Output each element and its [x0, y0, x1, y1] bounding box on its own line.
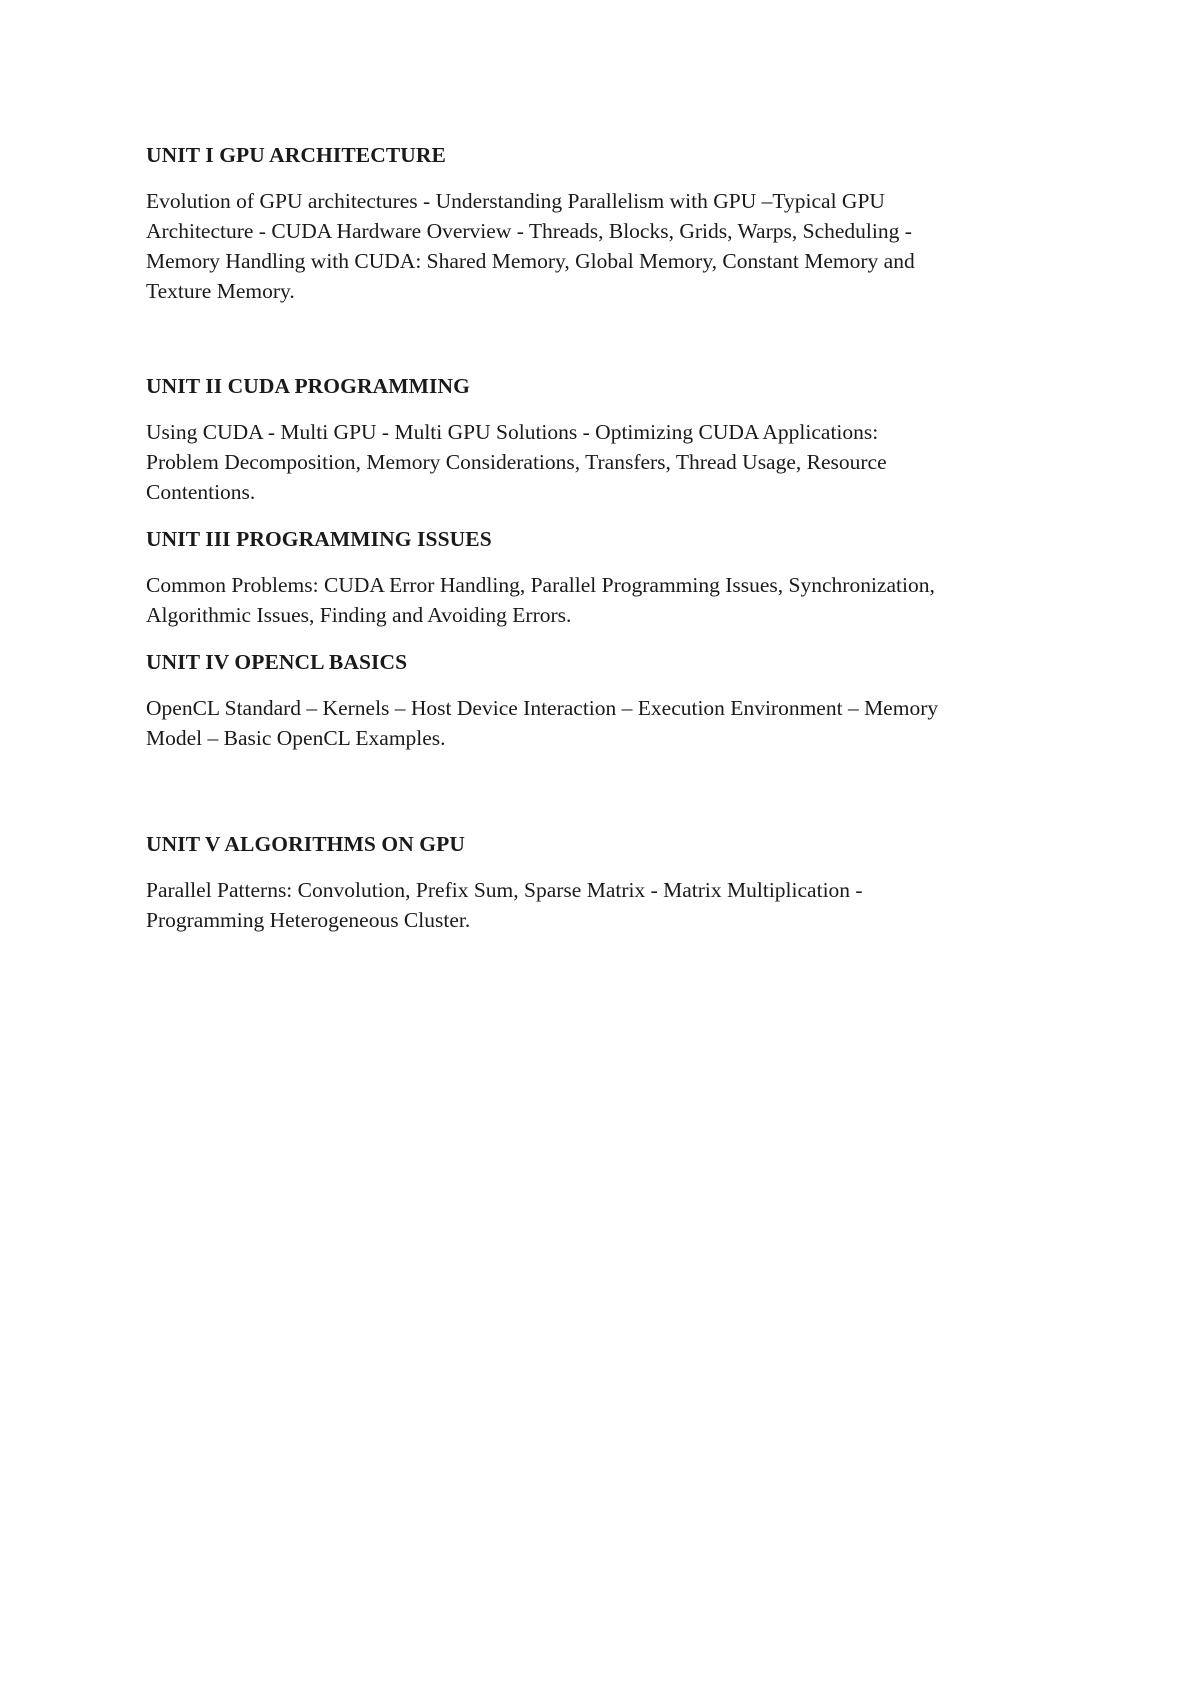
unit-5-section [146, 829, 863, 935]
unit-2-body [146, 417, 887, 507]
unit-1-line: Evolution of GPU architectures - Understanding Parallelism with GPU –Typical GPU [146, 189, 885, 213]
unit-3-body [146, 570, 935, 630]
unit-3-heading: UNIT III PROGRAMMING ISSUES [146, 527, 492, 551]
unit-3-line: Algorithmic Issues, Finding and Avoiding Errors. [146, 603, 572, 627]
unit-5-line: Parallel Patterns: Convolution, Prefix Sum, Sparse Matrix - Matrix Multiplication - [146, 878, 863, 902]
unit-1-line: Memory Handling with CUDA: Shared Memory, Global Memory, Constant Memory and [146, 249, 915, 273]
unit-2-line: Contentions. [146, 480, 256, 504]
unit-4-heading: UNIT IV OPENCL BASICS [146, 650, 408, 674]
unit-1-line: Texture Memory. [146, 279, 295, 303]
unit-2-heading: UNIT II CUDA PROGRAMMING [146, 374, 470, 398]
unit-4-body [146, 693, 938, 753]
unit-1-heading: UNIT I GPU ARCHITECTURE [146, 143, 446, 167]
unit-1-line: Architecture - CUDA Hardware Overview - Threads, Blocks, Grids, Warps, Scheduling - [146, 219, 912, 243]
unit-2-section [146, 371, 887, 507]
unit-1-section [146, 140, 915, 306]
unit-4-section [146, 647, 938, 753]
unit-4-line: OpenCL Standard – Kernels – Host Device Interaction – Execution Environment – Memory [146, 696, 939, 720]
unit-2-line: Using CUDA - Multi GPU - Multi GPU Solutions - Optimizing CUDA Applications: [146, 420, 879, 444]
unit-5-body [146, 875, 863, 935]
unit-4-line: Model – Basic OpenCL Examples. [146, 726, 446, 750]
unit-5-line: Programming Heterogeneous Cluster. [146, 908, 471, 932]
unit-2-line: Problem Decomposition, Memory Considerations, Transfers, Thread Usage, Resource [146, 450, 887, 474]
unit-5-heading: UNIT V ALGORITHMS ON GPU [146, 832, 465, 856]
unit-3-line: Common Problems: CUDA Error Handling, Parallel Programming Issues, Synchronization, [146, 573, 935, 597]
unit-3-section [146, 524, 935, 630]
unit-1-body [146, 186, 915, 306]
